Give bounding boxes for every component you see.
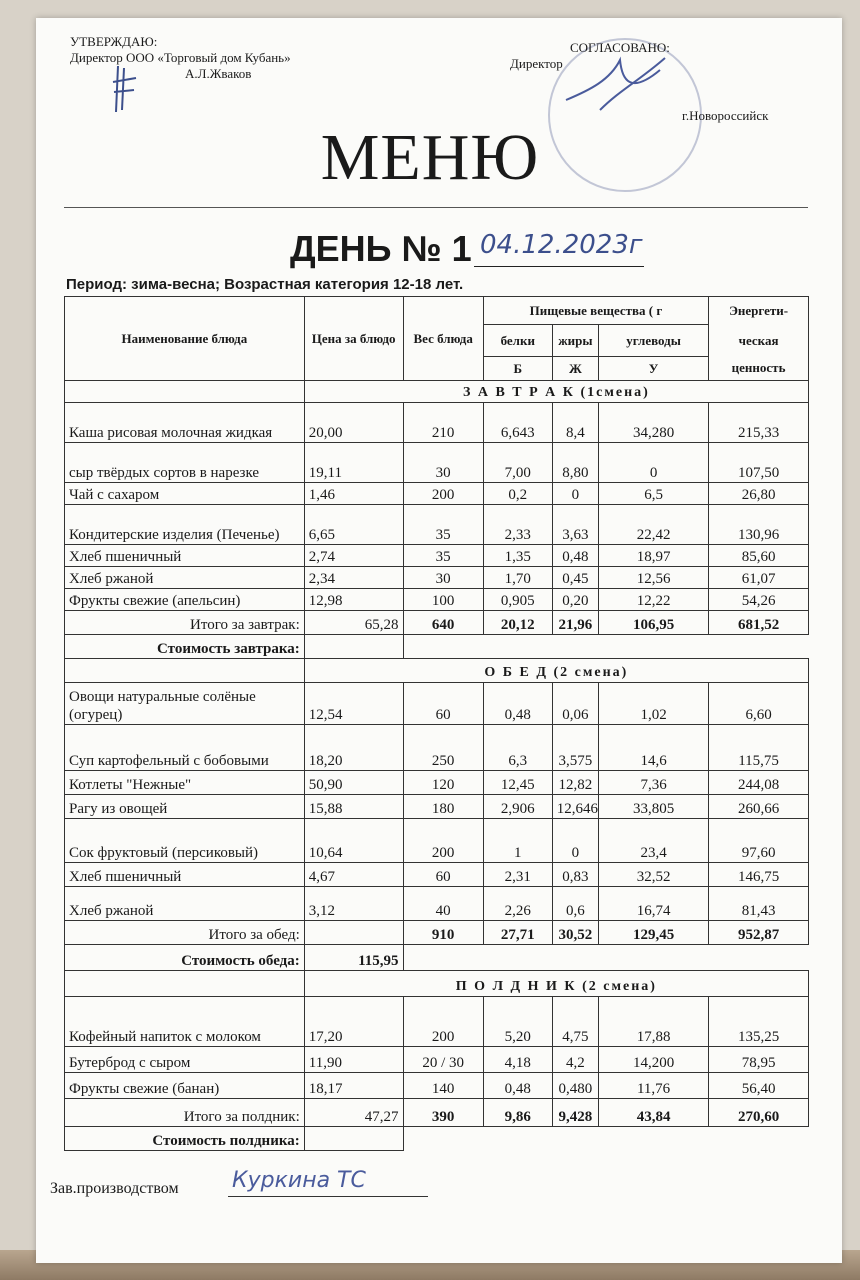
- agreement-title: СОГЛАСОВАНО:: [570, 40, 670, 55]
- breakfast-cost-row: [65, 635, 809, 659]
- table-cell-e: 6,60: [709, 683, 809, 725]
- col-header-carbs-short: У: [599, 357, 709, 381]
- table-cell-b: 0,48: [483, 1073, 552, 1099]
- table-cell-name: Кондитерские изделия (Печенье): [65, 505, 305, 545]
- table-cell-price: 11,90: [304, 1047, 403, 1073]
- table-cell-f: 0,48: [552, 545, 598, 567]
- table-cell-total_label: Итого за обед:: [65, 921, 305, 945]
- table-cell-price: 65,28: [304, 611, 403, 635]
- footer-label: Зав.производством: [50, 1180, 179, 1197]
- col-header-fat-short: Ж: [552, 357, 598, 381]
- table-cell-f: 8,80: [552, 443, 598, 483]
- table-cell-name: Хлеб ржаной: [65, 567, 305, 589]
- table-cell-b: 2,31: [483, 863, 552, 887]
- agreement-position: Директор: [510, 56, 563, 71]
- table-cell-weight: 120: [403, 771, 483, 795]
- table-cell-weight: 640: [403, 611, 483, 635]
- table-row: [65, 567, 809, 589]
- table-cell-f: 4,75: [552, 997, 598, 1047]
- table-cell-e: 26,80: [709, 483, 809, 505]
- table-cell-price: 20,00: [304, 403, 403, 443]
- table-cell-name: сыр твёрдых сортов в нарезке: [65, 443, 305, 483]
- table-row: [65, 997, 809, 1047]
- table-cell-name: Хлеб пшеничный: [65, 863, 305, 887]
- table-cell-e: 681,52: [709, 611, 809, 635]
- breakfast-title: З А В Т Р А К (1смена): [304, 381, 808, 403]
- table-cell-cost: [304, 635, 403, 659]
- divider: [64, 207, 808, 208]
- table-cell-b: 6,643: [483, 403, 552, 443]
- table-cell-e: 97,60: [709, 819, 809, 863]
- table-cell-u: 14,200: [599, 1047, 709, 1073]
- table-cell-price: 18,17: [304, 1073, 403, 1099]
- table-cell-u: 129,45: [599, 921, 709, 945]
- table-row: [65, 483, 809, 505]
- table-cell-e: 115,75: [709, 725, 809, 771]
- table-cell-cost: 115,95: [304, 945, 403, 971]
- table-cell-weight: 140: [403, 1073, 483, 1099]
- table-cell-name: Сок фруктовый (персиковый): [65, 819, 305, 863]
- table-row: [65, 403, 809, 443]
- period-line: Период: зима-весна; Возрастная категория 12-18 лет.: [66, 276, 464, 293]
- table-cell-weight: 60: [403, 683, 483, 725]
- table-cell-e: 130,96: [709, 505, 809, 545]
- table-cell-total_label: Итого за завтрак:: [65, 611, 305, 635]
- footer-signature: Куркина ТС: [232, 1168, 366, 1193]
- table-cell-e: 107,50: [709, 443, 809, 483]
- table-cell-cost_label: Стоимость завтрака:: [65, 635, 305, 659]
- table-cell-b: 6,3: [483, 725, 552, 771]
- table-cell-price: 50,90: [304, 771, 403, 795]
- table-cell-e: 270,60: [709, 1099, 809, 1127]
- table-cell-price: 2,74: [304, 545, 403, 567]
- col-header-protein-short: Б: [483, 357, 552, 381]
- table-cell-e: 54,26: [709, 589, 809, 611]
- table-cell-cost_label: Стоимость обеда:: [65, 945, 305, 971]
- table-cell-b: 2,33: [483, 505, 552, 545]
- approval-position: Директор ООО «Торговый дом Кубань»: [70, 50, 291, 65]
- table-cell-f: 3,63: [552, 505, 598, 545]
- table-cell-u: 34,280: [599, 403, 709, 443]
- table-cell-name: Рагу из овощей: [65, 795, 305, 819]
- table-cell-price: 3,12: [304, 887, 403, 921]
- table-row: [65, 505, 809, 545]
- col-header-carbs: углеводы: [599, 325, 709, 357]
- table-cell-b: 2,906: [483, 795, 552, 819]
- breakfast-section: [65, 381, 809, 659]
- table-cell-u: 43,84: [599, 1099, 709, 1127]
- snack-title: П О Л Д Н И К (2 смена): [304, 971, 808, 997]
- table-cell-b: 1,35: [483, 545, 552, 567]
- table-cell-u: 17,88: [599, 997, 709, 1047]
- table-cell-e: 215,33: [709, 403, 809, 443]
- table-cell-b: 1,70: [483, 567, 552, 589]
- table-cell-name: Котлеты "Нежные": [65, 771, 305, 795]
- table-cell-weight: 390: [403, 1099, 483, 1127]
- lunch-section: [65, 659, 809, 971]
- table-row: [65, 1073, 809, 1099]
- table-cell-u: 11,76: [599, 1073, 709, 1099]
- table-cell-f: 3,575: [552, 725, 598, 771]
- table-cell-f: 0: [552, 819, 598, 863]
- table-cell-weight: 20 / 30: [403, 1047, 483, 1073]
- table-cell-u: 12,22: [599, 589, 709, 611]
- table-cell-f: 8,4: [552, 403, 598, 443]
- table-cell-f: 4,2: [552, 1047, 598, 1073]
- table-cell-e: 56,40: [709, 1073, 809, 1099]
- table-cell-b: 20,12: [483, 611, 552, 635]
- table-cell-weight: 60: [403, 863, 483, 887]
- table-cell-price: 1,46: [304, 483, 403, 505]
- table-row: [65, 819, 809, 863]
- table-cell-name: Кофейный напиток с молоком: [65, 997, 305, 1047]
- table-cell-f: 0,6: [552, 887, 598, 921]
- table-cell-name: Хлеб ржаной: [65, 887, 305, 921]
- table-cell-b: 0,905: [483, 589, 552, 611]
- col-header-fat: жиры: [552, 325, 598, 357]
- lunch-total-row: [65, 921, 809, 945]
- table-cell-u: 23,4: [599, 819, 709, 863]
- table-cell-e: 81,43: [709, 887, 809, 921]
- table-cell-u: 14,6: [599, 725, 709, 771]
- col-header-energy-1: Энергети-: [709, 297, 809, 325]
- table-cell-f: 0,20: [552, 589, 598, 611]
- table-cell-b: 27,71: [483, 921, 552, 945]
- table-cell-weight: 210: [403, 403, 483, 443]
- table-cell-f: 0,83: [552, 863, 598, 887]
- table-cell-weight: 180: [403, 795, 483, 819]
- table-cell-weight: 200: [403, 819, 483, 863]
- table-cell-price: 2,34: [304, 567, 403, 589]
- table-cell-u: 6,5: [599, 483, 709, 505]
- table-cell-u: 16,74: [599, 887, 709, 921]
- table-row: [65, 887, 809, 921]
- table-cell-weight: 30: [403, 567, 483, 589]
- table-row: [65, 1047, 809, 1073]
- table-cell-b: 1: [483, 819, 552, 863]
- table-cell-u: 0: [599, 443, 709, 483]
- table-cell-name: Каша рисовая молочная жидкая: [65, 403, 305, 443]
- col-header-nutrients: Пищевые вещества ( г: [483, 297, 708, 325]
- table-cell-e: 85,60: [709, 545, 809, 567]
- col-header-energy-2: ческая: [709, 325, 809, 357]
- table-cell-weight: 100: [403, 589, 483, 611]
- table-cell-price: 10,64: [304, 819, 403, 863]
- table-cell-price: 6,65: [304, 505, 403, 545]
- table-cell-e: 952,87: [709, 921, 809, 945]
- table-cell-e: 244,08: [709, 771, 809, 795]
- table-cell-price: 19,11: [304, 443, 403, 483]
- table-cell-f: 21,96: [552, 611, 598, 635]
- table-cell-u: 32,52: [599, 863, 709, 887]
- table-row: [65, 683, 809, 725]
- table-cell-price: 15,88: [304, 795, 403, 819]
- table-cell-cost: [304, 1127, 403, 1151]
- table-cell-e: 146,75: [709, 863, 809, 887]
- agreement-city: г.Новороссийск: [682, 108, 769, 123]
- table-cell-weight: 200: [403, 483, 483, 505]
- table-cell-price: 12,54: [304, 683, 403, 725]
- table-cell-u: 1,02: [599, 683, 709, 725]
- table-cell-price: 4,67: [304, 863, 403, 887]
- table-row: [65, 795, 809, 819]
- table-cell-name: Бутерброд с сыром: [65, 1047, 305, 1073]
- table-cell-price: [304, 921, 403, 945]
- col-header-energy-3: ценность: [709, 357, 809, 381]
- table-cell-u: 18,97: [599, 545, 709, 567]
- table-cell-f: 0: [552, 483, 598, 505]
- table-cell-u: 106,95: [599, 611, 709, 635]
- snack-section: [65, 971, 809, 1151]
- table-cell-f: 0,06: [552, 683, 598, 725]
- approval-person: А.Л.Жваков: [185, 66, 252, 81]
- table-cell-name: Хлеб пшеничный: [65, 545, 305, 567]
- table-cell-e: 260,66: [709, 795, 809, 819]
- table-cell-b: 4,18: [483, 1047, 552, 1073]
- lunch-cost-row: [65, 945, 809, 971]
- table-cell-f: 9,428: [552, 1099, 598, 1127]
- agreement-block: [510, 40, 768, 124]
- table-cell-f: 0,480: [552, 1073, 598, 1099]
- table-cell-f: 12,646: [552, 795, 598, 819]
- approval-block: [70, 34, 291, 82]
- menu-table: [64, 296, 809, 1151]
- table-cell-price: 17,20: [304, 997, 403, 1047]
- table-cell-e: 78,95: [709, 1047, 809, 1073]
- breakfast-total-row: [65, 611, 809, 635]
- table-cell-b: 2,26: [483, 887, 552, 921]
- table-row: [65, 725, 809, 771]
- signature-line: [228, 1196, 428, 1197]
- table-cell-price: 12,98: [304, 589, 403, 611]
- table-cell-price: 47,27: [304, 1099, 403, 1127]
- table-cell-name: Суп картофельный с бобовыми: [65, 725, 305, 771]
- table-cell-b: 9,86: [483, 1099, 552, 1127]
- snack-cost-row: [65, 1127, 809, 1151]
- table-cell-u: 33,805: [599, 795, 709, 819]
- table-cell-f: 0,45: [552, 567, 598, 589]
- table-cell-f: 30,52: [552, 921, 598, 945]
- table-cell-e: 61,07: [709, 567, 809, 589]
- table-cell-weight: 35: [403, 505, 483, 545]
- table-cell-u: 7,36: [599, 771, 709, 795]
- table-cell-weight: 910: [403, 921, 483, 945]
- table-cell-name: Фрукты свежие (апельсин): [65, 589, 305, 611]
- table-cell-b: 7,00: [483, 443, 552, 483]
- table-row: [65, 545, 809, 567]
- table-cell-name: Фрукты свежие (банан): [65, 1073, 305, 1099]
- table-cell-weight: 30: [403, 443, 483, 483]
- approval-title: УТВЕРЖДАЮ:: [70, 34, 158, 49]
- table-row: [65, 863, 809, 887]
- col-header-weight: Вес блюда: [403, 297, 483, 381]
- table-cell-f: 12,82: [552, 771, 598, 795]
- col-header-price: Цена за блюдо: [304, 297, 403, 381]
- table-row: [65, 771, 809, 795]
- table-cell-total_label: Итого за полдник:: [65, 1099, 305, 1127]
- table-cell-e: 135,25: [709, 997, 809, 1047]
- day-date-handwritten: 04.12.2023г: [480, 230, 643, 260]
- table-cell-weight: 250: [403, 725, 483, 771]
- table-cell-b: 0,2: [483, 483, 552, 505]
- date-underline: [474, 266, 644, 267]
- snack-total-row: [65, 1099, 809, 1127]
- col-header-protein: белки: [483, 325, 552, 357]
- table-cell-name: Овощи натуральные солёные (огурец): [65, 683, 305, 725]
- table-cell-b: 12,45: [483, 771, 552, 795]
- page-title: МЕНЮ: [320, 121, 540, 194]
- table-cell-price: 18,20: [304, 725, 403, 771]
- table-cell-name: Чай с сахаром: [65, 483, 305, 505]
- day-heading: ДЕНЬ № 1: [290, 228, 472, 269]
- table-cell-weight: 40: [403, 887, 483, 921]
- table-cell-cost_label: Стоимость полдника:: [65, 1127, 305, 1151]
- table-cell-u: 22,42: [599, 505, 709, 545]
- table-cell-b: 5,20: [483, 997, 552, 1047]
- table-row: [65, 589, 809, 611]
- col-header-name: Наименование блюда: [65, 297, 305, 381]
- table-cell-u: 12,56: [599, 567, 709, 589]
- lunch-title: О Б Е Д (2 смена): [304, 659, 808, 683]
- table-row: [65, 443, 809, 483]
- table-cell-weight: 35: [403, 545, 483, 567]
- table-cell-weight: 200: [403, 997, 483, 1047]
- table-cell-b: 0,48: [483, 683, 552, 725]
